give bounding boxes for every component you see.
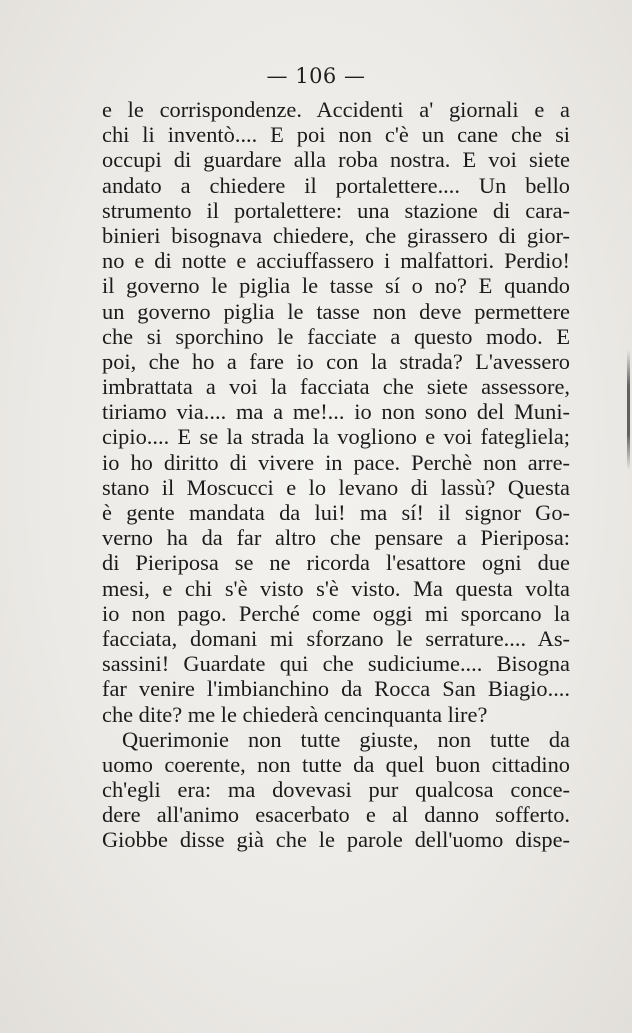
text-line: un governo piglia le tasse non deve permettere: [102, 298, 570, 324]
text-line: tiriamo via.... ma a me!... io non sono del Muni-: [102, 399, 570, 425]
text-line: il governo le piglia le tasse sí o no? E quando: [102, 273, 570, 299]
text-line: che dite? me le chiederà cencinquanta lire?: [102, 701, 488, 727]
text-line: io non pago. Perché come oggi mi sporcano la: [102, 600, 570, 626]
text-line: mesi, e chi s'è visto s'è visto. Ma questa volta: [102, 575, 570, 601]
paragraph-1: [102, 97, 570, 727]
page-number: — 106 —: [266, 64, 366, 88]
text-line: stano il Moscucci e lo levano di lassù? Questa: [102, 474, 570, 500]
text-line: binieri bisognava chiedere, che girassero di gior-: [102, 222, 570, 248]
text-line: verno ha da far altro che pensare a Pieriposa:: [102, 525, 570, 551]
text-line: ch'egli era: ma dovevasi pur qualcosa conce-: [102, 777, 570, 803]
text-line: far venire l'imbianchino da Rocca San Biagio....: [102, 676, 570, 702]
text-line: che si sporchino le facciate a questo modo. E: [102, 323, 570, 349]
page-edge-mark: [627, 350, 630, 470]
text-line: no e di notte e acciuffassero i malfattori. Perdio!: [102, 248, 570, 274]
text-line: Querimonie non tutte giuste, non tutte da: [122, 726, 570, 752]
text-line: Giobbe disse già che le parole dell'uomo dispe-: [102, 827, 570, 853]
paragraph-2: [102, 727, 570, 853]
text-line: occupi di guardare alla roba nostra. E voi siete: [102, 147, 570, 173]
text-line: di Pieriposa se ne ricorda l'esattore ogni due: [102, 550, 570, 576]
text-line: e le corrispondenze. Accidenti a' giornali e a: [102, 97, 570, 122]
text-line: è gente mandata da lui! ma sí! il signor Go-: [102, 500, 570, 525]
text-line: imbrattata a voi la facciata che siete assessore,: [102, 374, 570, 400]
text-line: uomo coerente, non tutte da quel buon cittadino: [102, 751, 570, 777]
text-line: poi, che ho a fare io con la strada? L'avessero: [102, 348, 570, 374]
text-line: dere all'animo esacerbato e al danno sofferto.: [102, 802, 570, 828]
text-line: io ho diritto di vivere in pace. Perchè non arre-: [102, 449, 570, 475]
text-line: chi li inventò.... E poi non c'è un cane che si: [102, 122, 570, 148]
body-text: [102, 97, 570, 853]
text-line: sassini! Guardate qui che sudiciume.... Bisogna: [102, 651, 570, 677]
text-line: cipio.... E se la strada la vogliono e voi fategliela;: [102, 424, 570, 450]
text-line: facciata, domani mi sforzano le serrature.... As-: [102, 625, 570, 651]
text-line: andato a chiedere il portalettere.... Un bello: [102, 172, 570, 198]
text-line: strumento il portalettere: una stazione di cara-: [102, 197, 570, 223]
